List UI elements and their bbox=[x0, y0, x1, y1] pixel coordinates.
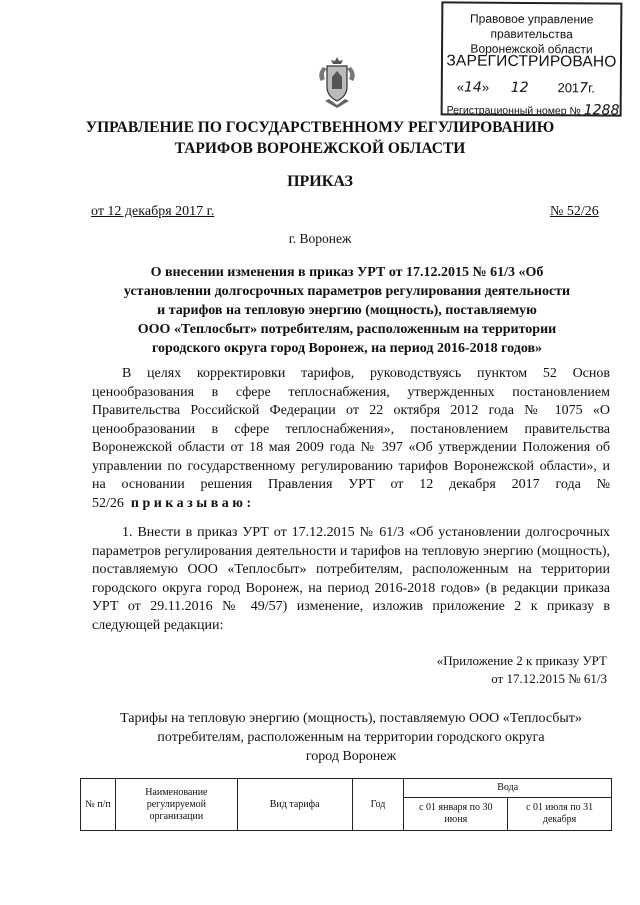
stamp-org-line1: Правовое управление правительства bbox=[470, 11, 594, 42]
organization-line1: УПРАВЛЕНИЕ ПО ГОСУДАРСТВЕННОМУ РЕГУЛИРОВАНИЮ bbox=[85, 119, 555, 136]
appendix-line2: от 17.12.2015 № 61/3 bbox=[491, 671, 607, 686]
subject-line5: городского округа город Воронеж, на период 2016-2018 годов» bbox=[151, 341, 543, 356]
subject-line1: О внесении изменения в приказ УРТ от 17.12.2015 № 61/3 «Об bbox=[150, 265, 544, 280]
header-organization: Наименование регулируемой организации bbox=[115, 779, 237, 831]
stamp-day: 14 bbox=[463, 79, 482, 96]
organization-heading bbox=[0, 117, 640, 159]
order-subject bbox=[112, 263, 582, 358]
order-date: от 12 декабря 2017 г. bbox=[91, 204, 215, 219]
header-number: № п/п bbox=[81, 779, 116, 831]
registration-stamp bbox=[441, 1, 623, 119]
header-first-half: с 01 января по 30 июня bbox=[404, 798, 508, 831]
table-title bbox=[92, 709, 610, 766]
stamp-number-label: Регистрационный номер № bbox=[446, 104, 581, 118]
order-city: г. Воронеж bbox=[288, 231, 352, 246]
appendix-line1: «Приложение 2 к приказу УРТ bbox=[436, 653, 607, 668]
orders-word: приказываю: bbox=[130, 495, 255, 511]
header-water-group: Вода bbox=[404, 779, 612, 798]
subject-line3: и тарифов на тепловую энергию (мощность), поставляемую bbox=[157, 303, 537, 318]
header-second-half: с 01 июля по 31 декабря bbox=[508, 798, 612, 831]
subject-line2: установлении долгосрочных параметров регулирования деятельности bbox=[123, 284, 571, 299]
tariff-table bbox=[80, 778, 612, 831]
organization-line2: ТАРИФОВ ВОРОНЕЖСКОЙ ОБЛАСТИ bbox=[174, 140, 466, 157]
order-number: № 52/26 bbox=[550, 204, 599, 219]
coat-of-arms-icon bbox=[317, 55, 357, 109]
stamp-year-suffix: 7 bbox=[579, 80, 589, 97]
header-tariff-type: Вид тарифа bbox=[237, 779, 352, 831]
stamp-org-line2: Воронежской области bbox=[470, 41, 593, 57]
stamp-organization bbox=[443, 11, 620, 57]
stamp-status: ЗАРЕГИСТРИРОВАНО bbox=[446, 52, 617, 71]
table-title-line3: город Воронеж bbox=[305, 749, 397, 764]
stamp-year-prefix: 201 bbox=[557, 80, 580, 96]
table-header-row bbox=[81, 779, 612, 798]
stamp-date: «14» 12 2017г. bbox=[456, 79, 595, 97]
appendix-reference bbox=[437, 652, 607, 688]
table-title-line1: Тарифы на тепловую энергию (мощность), поставляемую ООО «Теплосбыт» bbox=[120, 711, 582, 726]
header-year: Год bbox=[352, 779, 404, 831]
stamp-number-value: 1288 bbox=[583, 102, 620, 119]
item-1-paragraph: 1. Внести в приказ УРТ от 17.12.2015 № 61/3 «Об установлении долгосрочных параметров регулирования деятельности и тарифов на тепловую энергию (мощность), поставляемую ООО «Теплосбыт» потребителям, расположенным на территории городского округа город Воронеж, на период 2016-2018 годов» (в редакции приказа УРТ от 29.11.2016 № 49/57) изменение, изложив приложение 2 к приказу в следующей редакции: bbox=[92, 525, 610, 633]
preamble-text: В целях корректировки тарифов, руководствуясь пунктом 52 Основ ценообразования в сфере теплоснабжения, утвержденных постановлением Правительства Российской Федерации от 22 октября 2012 года № 1075 «О ценообразовании в сфере теплоснабжения», постановлением правительства Воронежской области от 18 мая 2009 года № 397 «Об утверждении Положения об управлении по государственному регулированию тарифов Воронежской области», и на основании решения Правления УРТ от 12 декабря 2017 года № 52/26 bbox=[92, 366, 610, 511]
stamp-month: 12 bbox=[510, 79, 529, 96]
document-type: ПРИКАЗ bbox=[287, 173, 353, 190]
preamble-paragraph bbox=[92, 365, 610, 513]
subject-line4: ООО «Теплосбыт» потребителям, расположенным на территории bbox=[137, 322, 557, 337]
table-title-line2: потребителям, расположенным на территории городского округа bbox=[157, 730, 545, 745]
